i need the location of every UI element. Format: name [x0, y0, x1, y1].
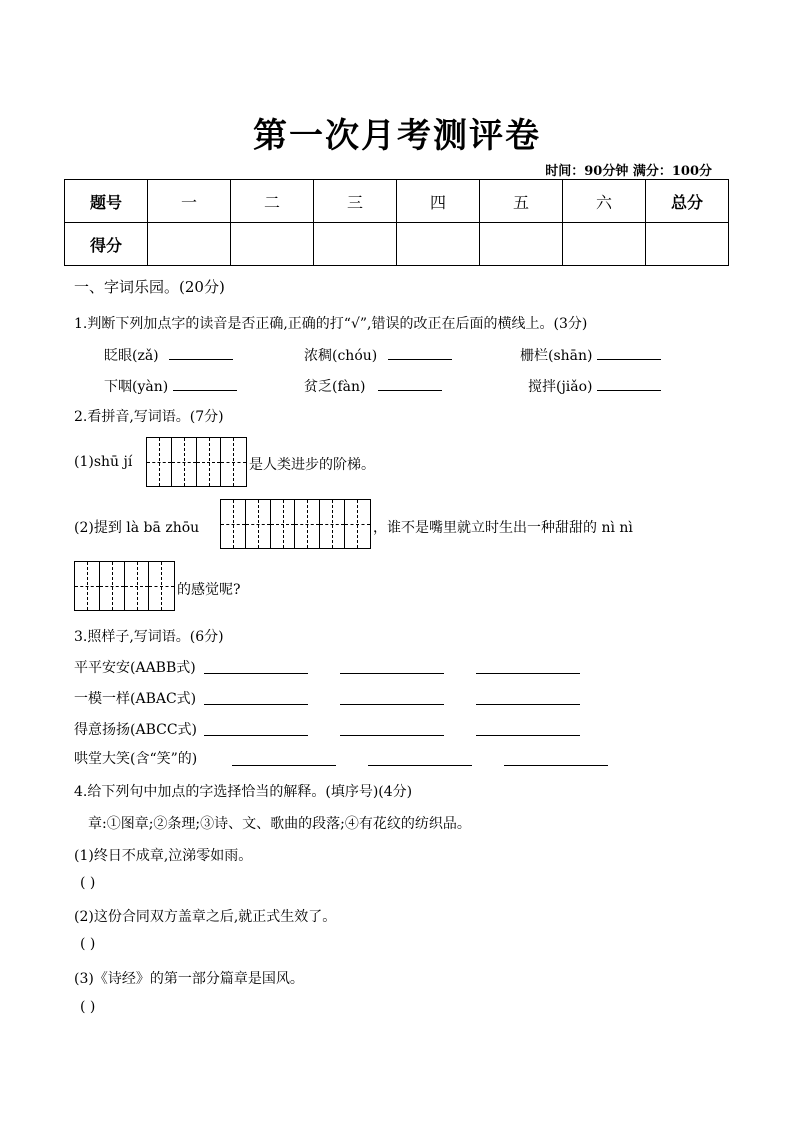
answer-blank[interactable] [388, 345, 452, 360]
pinyin-word: 搅拌(jiǎo) [528, 379, 593, 395]
question-2-prompt: 2.看拼音,写词语。(7分) [74, 409, 224, 425]
pinyin-item [520, 345, 661, 365]
q4-sentence: (1)终日不成章,泣涕零如雨。 [74, 848, 253, 864]
answer-blank[interactable] [232, 751, 336, 766]
header-cell: 一 [148, 180, 231, 223]
score-table-score-row [65, 223, 729, 266]
answer-bracket[interactable]: ( ) [80, 936, 96, 952]
pinyin-item [104, 376, 237, 396]
q4-sentence: (2)这份合同双方盖章之后,就正式生效了。 [74, 909, 337, 925]
answer-blank[interactable] [368, 751, 472, 766]
pinyin-word: 浓稠(chóu) [304, 348, 378, 364]
score-cell[interactable] [148, 223, 231, 266]
answer-blank[interactable] [504, 751, 608, 766]
answer-bracket[interactable]: ( ) [80, 875, 96, 891]
pattern-example: 得意扬扬(ABCC式) [74, 722, 198, 738]
q2-line2-prefix: (2)提到 là bā zhōu [74, 520, 200, 536]
grid-cell[interactable] [221, 438, 246, 486]
word-pattern-row [74, 688, 196, 708]
grid-cell[interactable] [147, 438, 172, 486]
header-cell: 题号 [65, 180, 148, 223]
grid-cell[interactable] [295, 500, 320, 548]
answer-bracket[interactable]: ( ) [80, 999, 96, 1015]
score-cell[interactable] [397, 223, 480, 266]
answer-blank[interactable] [169, 345, 233, 360]
score-table [64, 179, 729, 266]
character-grid[interactable] [74, 561, 175, 611]
pinyin-word: 下咽(yàn) [104, 379, 169, 395]
pinyin-word: 眨眼(zǎ) [104, 348, 159, 364]
answer-blank[interactable] [476, 721, 580, 736]
row-label: 得分 [65, 223, 148, 266]
header-cell: 六 [563, 180, 646, 223]
answer-blank[interactable] [204, 690, 308, 705]
character-grid[interactable] [146, 437, 247, 487]
grid-cell[interactable] [271, 500, 296, 548]
pinyin-item [528, 376, 661, 396]
header-cell: 总分 [646, 180, 729, 223]
grid-cell[interactable] [172, 438, 197, 486]
grid-cell[interactable] [75, 562, 100, 610]
word-pattern-row [74, 748, 197, 768]
pattern-example: 哄堂大笑(含“笑”的) [74, 751, 198, 767]
section-heading: 一、字词乐园。(20分) [74, 278, 225, 296]
question-3-prompt: 3.照样子,写词语。(6分) [74, 629, 224, 645]
grid-cell[interactable] [149, 562, 174, 610]
grid-cell[interactable] [246, 500, 271, 548]
header-cell: 二 [231, 180, 314, 223]
score-cell[interactable] [563, 223, 646, 266]
q2-line2-suffix: ，谁不是嘴里就立时生出一种甜甜的 nì nì [373, 520, 633, 536]
answer-blank[interactable] [597, 345, 661, 360]
answer-blank[interactable] [597, 376, 661, 391]
grid-cell[interactable] [100, 562, 125, 610]
definition-list: 章:①图章;②条理;③诗、文、歌曲的段落;④有花纹的纺织品。 [88, 816, 471, 832]
answer-blank[interactable] [204, 659, 308, 674]
grid-cell[interactable] [320, 500, 345, 548]
grid-cell[interactable] [197, 438, 222, 486]
answer-blank[interactable] [378, 376, 442, 391]
pattern-example: 一模一样(ABAC式) [74, 691, 197, 707]
score-table-header-row [65, 180, 729, 223]
character-grid[interactable] [220, 499, 371, 549]
question-4-prompt: 4.给下列句中加点的字选择恰当的解释。(填序号)(4分) [74, 784, 413, 800]
score-cell[interactable] [646, 223, 729, 266]
answer-blank[interactable] [204, 721, 308, 736]
time-info: 时间：90分钟 满分：100分 [545, 164, 712, 179]
word-pattern-row [74, 657, 196, 677]
answer-blank[interactable] [340, 659, 444, 674]
word-pattern-row [74, 719, 197, 739]
grid-cell[interactable] [125, 562, 150, 610]
answer-blank[interactable] [476, 659, 580, 674]
header-cell: 四 [397, 180, 480, 223]
pinyin-item [304, 345, 452, 365]
answer-blank[interactable] [173, 376, 237, 391]
q2-line1-suffix: 是人类进步的阶梯。 [249, 457, 375, 473]
answer-blank[interactable] [476, 690, 580, 705]
pattern-example: 平平安安(AABB式) [74, 660, 196, 676]
header-cell: 三 [314, 180, 397, 223]
grid-cell[interactable] [221, 500, 246, 548]
score-cell[interactable] [314, 223, 397, 266]
q4-sentence: (3)《诗经》的第一部分篇章是国风。 [74, 971, 304, 987]
question-1-prompt: 1.判断下列加点字的读音是否正确,正确的打“√”,错误的改正在后面的横线上。(3分) [74, 316, 588, 332]
q2-line1-prefix: (1)shū jí [74, 454, 133, 470]
pinyin-item [104, 345, 233, 365]
grid-cell[interactable] [345, 500, 370, 548]
header-cell: 五 [480, 180, 563, 223]
page-title: 第一次月考测评卷 [253, 116, 541, 156]
pinyin-item [304, 376, 442, 396]
pinyin-word: 栅栏(shān) [520, 348, 593, 364]
answer-blank[interactable] [340, 690, 444, 705]
pinyin-word: 贫乏(fàn) [304, 379, 366, 395]
score-cell[interactable] [231, 223, 314, 266]
q2-line3-suffix: 的感觉呢? [177, 582, 241, 598]
answer-blank[interactable] [340, 721, 444, 736]
score-cell[interactable] [480, 223, 563, 266]
